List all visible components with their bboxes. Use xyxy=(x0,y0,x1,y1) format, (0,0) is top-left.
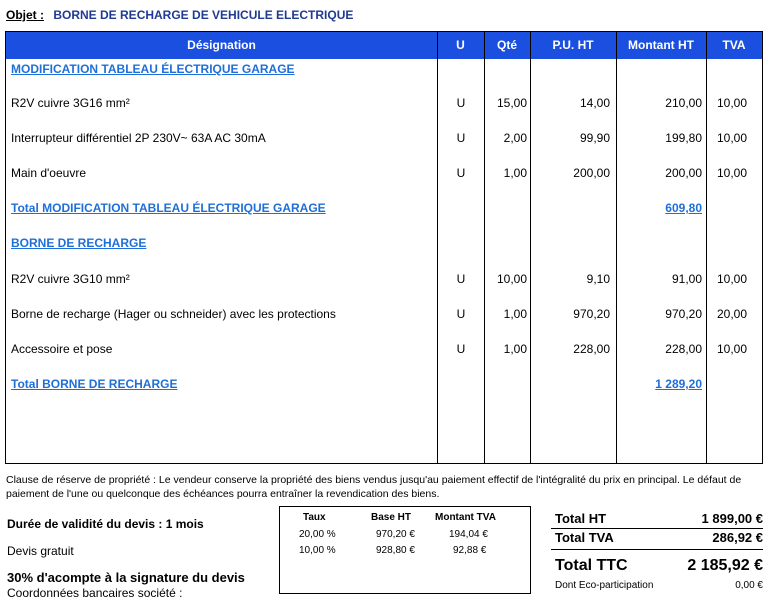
cell-u: U xyxy=(456,272,466,286)
table-row xyxy=(0,269,771,289)
cell-tva: 10,00 xyxy=(716,131,747,145)
cell-qte: 2,00 xyxy=(503,131,527,145)
cell-tva: 10,00 xyxy=(716,166,747,180)
section-total-row xyxy=(0,374,771,394)
objet-line xyxy=(6,8,353,22)
section-total-label[interactable]: Total BORNE DE RECHARGE xyxy=(11,377,178,391)
tax-cell-montant: 194,04 € xyxy=(449,529,488,540)
cell-pu: 970,20 xyxy=(573,307,610,321)
section-total-value[interactable]: 609,80 xyxy=(665,201,702,215)
total-tva-label: Total TVA xyxy=(555,530,614,545)
table-row xyxy=(0,93,771,113)
free-quote-text: Devis gratuit xyxy=(7,544,74,558)
table-row xyxy=(0,339,771,359)
cell-qte: 15,00 xyxy=(496,96,527,110)
cell-tva: 10,00 xyxy=(716,96,747,110)
cell-montant: 199,80 xyxy=(665,131,702,145)
cell-designation: Main d'oeuvre xyxy=(11,166,86,180)
section-total-label[interactable]: Total MODIFICATION TABLEAU ÉLECTRIQUE GARAGE xyxy=(11,201,326,215)
section-title-row xyxy=(0,59,771,79)
header-designation: Désignation xyxy=(187,38,256,52)
cell-tva: 20,00 xyxy=(716,307,747,321)
cell-qte: 1,00 xyxy=(503,342,527,356)
section-total-value[interactable]: 1 289,20 xyxy=(655,377,702,391)
tax-header-montant: Montant TVA xyxy=(435,512,496,523)
cell-designation: Borne de recharge (Hager ou schneider) avec les protections xyxy=(11,307,336,321)
total-ttc-label: Total TTC xyxy=(555,557,628,574)
header-montant: Montant HT xyxy=(628,38,694,52)
total-ht-label: Total HT xyxy=(555,511,607,526)
cell-qte: 1,00 xyxy=(503,307,527,321)
cell-u: U xyxy=(456,342,466,356)
section-title[interactable]: MODIFICATION TABLEAU ÉLECTRIQUE GARAGE xyxy=(11,62,295,76)
cell-qte: 1,00 xyxy=(503,166,527,180)
cell-u: U xyxy=(456,166,466,180)
eco-participation-label: Dont Eco-participation xyxy=(555,580,654,591)
tax-cell-taux: 20,00 % xyxy=(299,529,336,540)
tax-cell-montant: 92,88 € xyxy=(453,545,487,556)
section-total-row xyxy=(0,198,771,218)
cell-u: U xyxy=(456,131,466,145)
cell-designation: R2V cuivre 3G10 mm² xyxy=(11,272,130,286)
header-tva: TVA xyxy=(722,38,746,52)
cell-pu: 99,90 xyxy=(579,131,610,145)
cell-tva: 10,00 xyxy=(716,342,747,356)
cell-qte: 10,00 xyxy=(496,272,527,286)
totals-divider xyxy=(551,528,763,529)
cell-pu: 228,00 xyxy=(573,342,610,356)
eco-participation-value: 0,00 € xyxy=(735,580,763,591)
tax-cell-taux: 10,00 % xyxy=(299,545,336,556)
cell-pu: 14,00 xyxy=(579,96,610,110)
tax-header-base: Base HT xyxy=(371,512,412,523)
header-u: U xyxy=(456,38,465,52)
deposit-text: 30% d'acompte à la signature du devis xyxy=(7,570,245,585)
validity-text: Durée de validité du devis : 1 mois xyxy=(7,517,204,531)
header-qte: Qté xyxy=(496,38,517,52)
cell-designation: Accessoire et pose xyxy=(11,342,113,356)
total-ht-value: 1 899,00 € xyxy=(701,511,763,526)
cell-tva: 10,00 xyxy=(716,272,747,286)
bank-details-label: Coordonnées bancaires société : xyxy=(7,586,183,600)
cell-montant: 228,00 xyxy=(665,342,702,356)
cell-u: U xyxy=(456,96,466,110)
cell-pu: 9,10 xyxy=(586,272,610,286)
objet-value: BORNE DE RECHARGE DE VEHICULE ELECTRIQUE xyxy=(53,8,354,22)
cell-montant: 970,20 xyxy=(665,307,702,321)
table-row xyxy=(0,128,771,148)
total-ttc-value: 2 185,92 € xyxy=(687,557,763,574)
table-row xyxy=(0,304,771,324)
cell-montant: 210,00 xyxy=(665,96,702,110)
tax-cell-base: 928,80 € xyxy=(376,545,415,556)
objet-label: Objet : xyxy=(6,8,44,22)
tax-cell-base: 970,20 € xyxy=(376,529,415,540)
section-title-row xyxy=(0,233,771,253)
tax-header-taux: Taux xyxy=(303,512,326,523)
cell-u: U xyxy=(456,307,466,321)
total-tva-value: 286,92 € xyxy=(712,530,763,545)
clause-text: Clause de réserve de propriété : Le vendeur conserve la propriété des biens vendus jusqu'au paiement effectif de l'intégralité du prix en principal. Le défaut de paiement de l'une ou quelconque des échéances pourra entraîner la revendication des biens. xyxy=(6,474,742,500)
table-row xyxy=(0,163,771,183)
cell-montant: 91,00 xyxy=(671,272,702,286)
cell-designation: R2V cuivre 3G16 mm² xyxy=(11,96,130,110)
cell-montant: 200,00 xyxy=(665,166,702,180)
cell-designation: Interrupteur différentiel 2P 230V~ 63A AC 30mA xyxy=(11,131,266,145)
header-pu: P.U. HT xyxy=(552,38,594,52)
cell-pu: 200,00 xyxy=(573,166,610,180)
totals-divider xyxy=(551,549,763,550)
section-title[interactable]: BORNE DE RECHARGE xyxy=(11,236,147,250)
